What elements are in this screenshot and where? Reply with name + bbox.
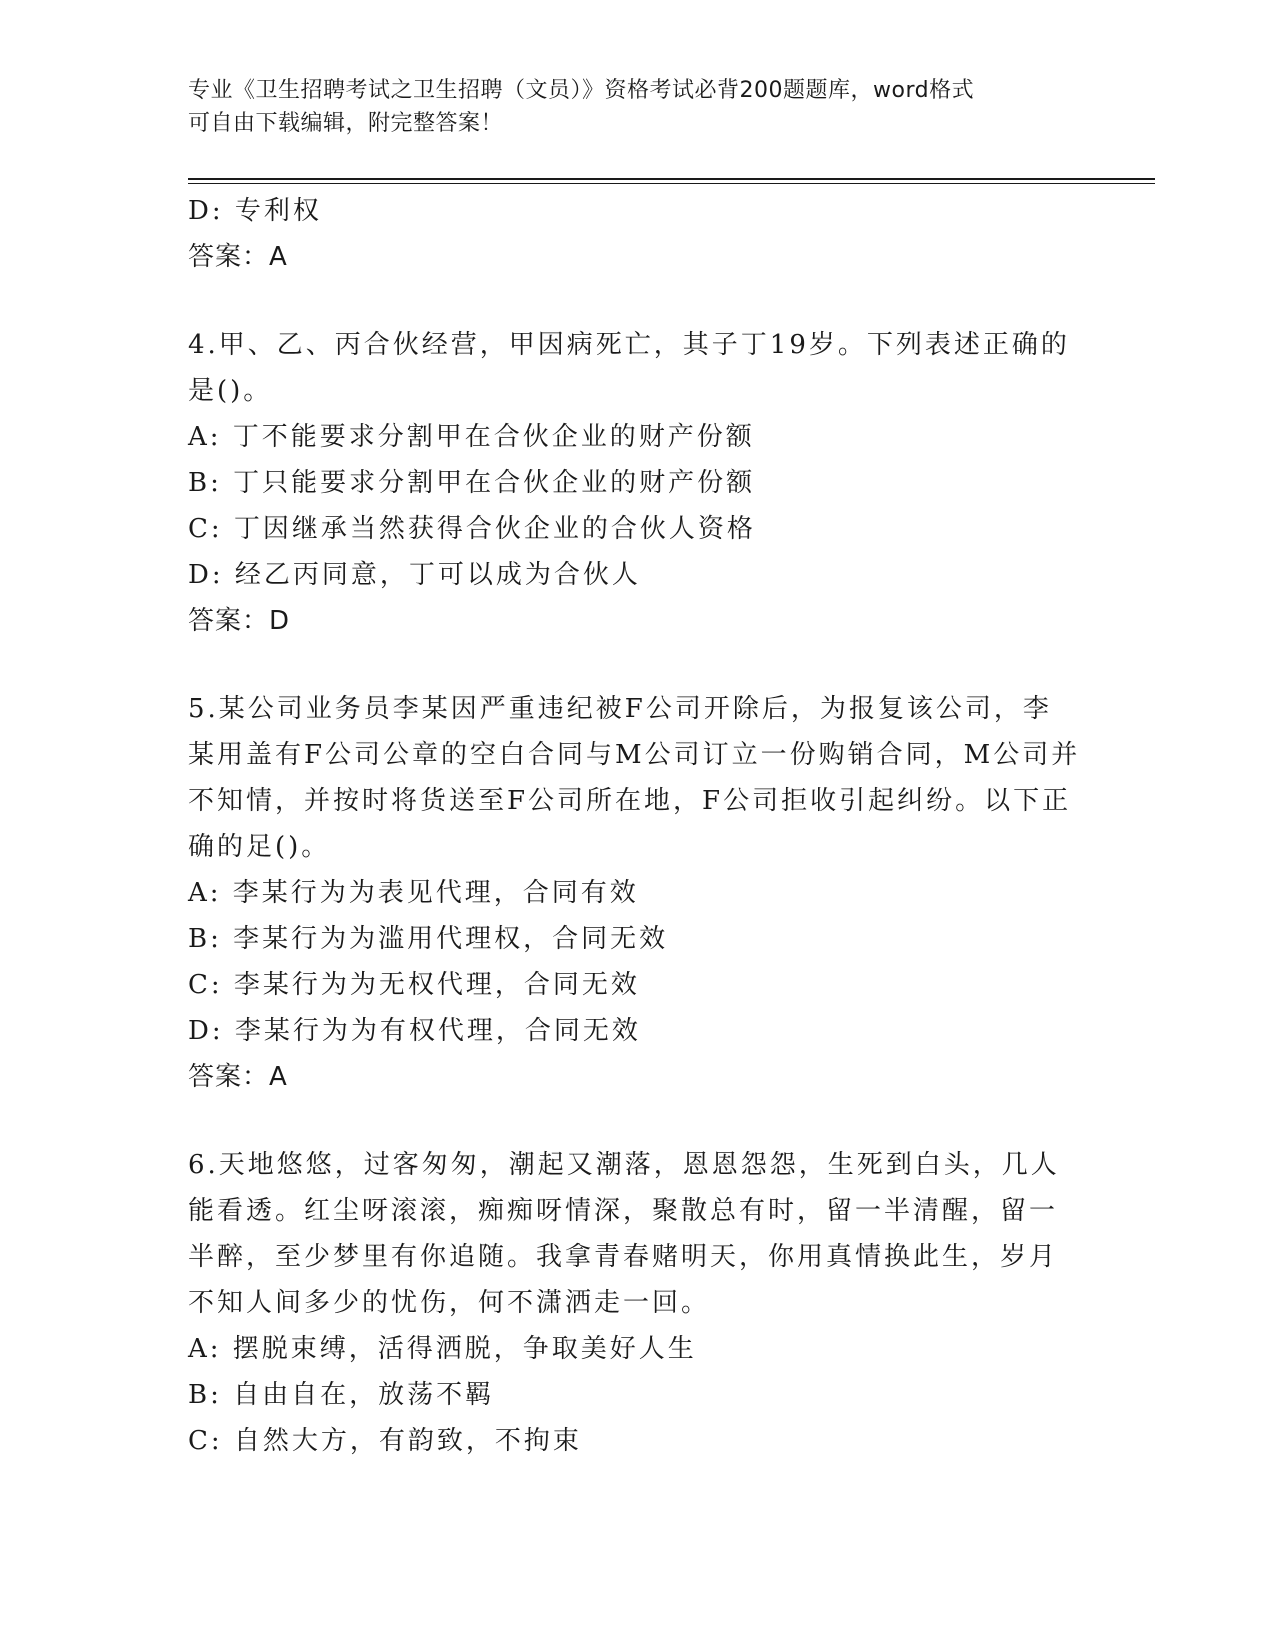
- option-a: A: 丁不能要求分割甲在合伙企业的财产份额: [188, 422, 755, 452]
- question-gap: [188, 1100, 1088, 1142]
- question-gap: [188, 280, 1088, 322]
- option-a: A: 李某行为为表见代理，合同有效: [188, 878, 639, 908]
- question-stem-line: 是()。: [188, 376, 273, 406]
- option-b: B: 李某行为为滥用代理权，合同无效: [188, 924, 669, 954]
- question-stem-line: 半醉，至少梦里有你追随。我拿青春赌明天，你用真情换此生，岁月: [188, 1242, 1059, 1272]
- answer-line: 答案：D: [188, 606, 291, 636]
- option-b: B: 自由自在，放荡不羁: [188, 1380, 495, 1410]
- answer-line: 答案：A: [188, 242, 288, 272]
- option-c: C: 李某行为为无权代理，合同无效: [188, 970, 640, 1000]
- document-header: [188, 74, 1088, 140]
- question-3-tail: [188, 188, 1088, 280]
- header-divider-thick: [188, 178, 1155, 180]
- question-stem-line: 5.某公司业务员李某因严重违纪被F公司开除后，为报复该公司，李: [188, 694, 1052, 724]
- question-stem-line: 某用盖有F公司公章的空白合同与M公司订立一份购销合同，M公司并: [188, 740, 1081, 770]
- question-stem-line: 确的足()。: [188, 832, 331, 862]
- question-gap: [188, 644, 1088, 686]
- question-4: [188, 322, 1088, 644]
- question-stem-line: 4.甲、乙、丙合伙经营，甲因病死亡，其子丁19岁。下列表述正确的: [188, 330, 1070, 360]
- header-line-2: 可自由下载编辑，附完整答案！: [188, 111, 504, 136]
- question-stem-line: 6.天地悠悠，过客匆匆，潮起又潮落，恩恩怨怨，生死到白头，几人: [188, 1150, 1060, 1180]
- option-b: B: 丁只能要求分割甲在合伙企业的财产份额: [188, 468, 756, 498]
- option-a: A: 摆脱束缚，活得洒脱，争取美好人生: [188, 1334, 697, 1364]
- answer-line: 答案：A: [188, 1062, 288, 1092]
- question-stem-line: 能看透。红尘呀滚滚，痴痴呀情深，聚散总有时，留一半清醒，留一: [188, 1196, 1059, 1226]
- question-6: [188, 1142, 1088, 1464]
- question-stem-line: 不知情，并按时将货送至F公司所在地，F公司拒收引起纠纷。以下正: [188, 786, 1072, 816]
- question-5: [188, 686, 1088, 1100]
- header-divider-thin: [188, 183, 1155, 184]
- option-d: D: 专利权: [188, 196, 322, 226]
- option-c: C: 自然大方，有韵致，不拘束: [188, 1426, 582, 1456]
- question-stem-line: 不知人间多少的忧伤，何不潇洒走一回。: [188, 1288, 711, 1318]
- option-c: C: 丁因继承当然获得合伙企业的合伙人资格: [188, 514, 756, 544]
- document-body: [188, 188, 1088, 1464]
- option-d: D: 李某行为为有权代理，合同无效: [188, 1016, 641, 1046]
- header-line-1: 专业《卫生招聘考试之卫生招聘（文员）》资格考试必背200题题库，word格式: [188, 78, 975, 103]
- option-d: D: 经乙丙同意，丁可以成为合伙人: [188, 560, 641, 590]
